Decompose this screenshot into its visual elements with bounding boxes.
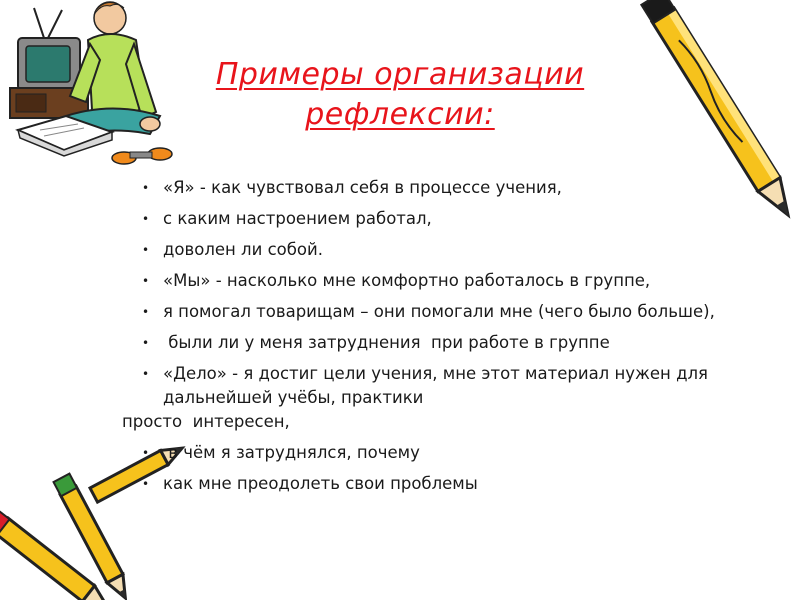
bullet-icon: • (142, 367, 150, 381)
tv-icon (10, 8, 88, 118)
list-item (136, 362, 726, 410)
list-item-text: я помогал товарищам – они помогали мне (чего было больше), (163, 302, 715, 321)
slide-title-line1: Примеры организации (215, 57, 585, 92)
bullet-icon: • (142, 477, 150, 491)
bullet-icon: • (142, 336, 150, 350)
slide-title (160, 55, 640, 135)
bullet-icon: • (142, 243, 150, 257)
list-item (136, 269, 726, 293)
list-item (136, 238, 726, 262)
list-item-text: доволен ли собой. (163, 240, 323, 259)
bullet-icon: • (142, 212, 150, 226)
list-item-text: «Дело» - я достиг цели учения, мне этот материал нужен для дальнейшей учёбы, практики (163, 364, 708, 407)
bullet-icon: • (142, 305, 150, 319)
list-item (136, 300, 726, 324)
reflection-list (122, 176, 726, 503)
student-illustration (10, 2, 172, 164)
slide-title-line2: рефлексии: (305, 97, 495, 132)
bullet-icon: • (142, 274, 150, 288)
list-item (136, 472, 726, 496)
list-item-text: были ли у меня затруднения при работе в группе (163, 333, 610, 352)
list-item (136, 441, 726, 465)
list-item (136, 176, 726, 200)
list-item-text: «Мы» - насколько мне комфортно работалось в группе, (163, 271, 651, 290)
plain-line: просто интересен, (122, 412, 290, 431)
bullet-icon: • (142, 446, 150, 460)
sneakers-icon (112, 148, 172, 164)
bullet-icon: • (142, 181, 150, 195)
list-item-text: в чём я затруднялся, почему (163, 443, 420, 462)
list-item (136, 207, 726, 231)
list-item-text: «Я» - как чувствовал себя в процессе учения, (163, 178, 562, 197)
list-item-text: как мне преодолеть свои проблемы (163, 474, 478, 493)
list-item-text: с каким настроением работал, (163, 209, 432, 228)
list-item (136, 331, 726, 355)
